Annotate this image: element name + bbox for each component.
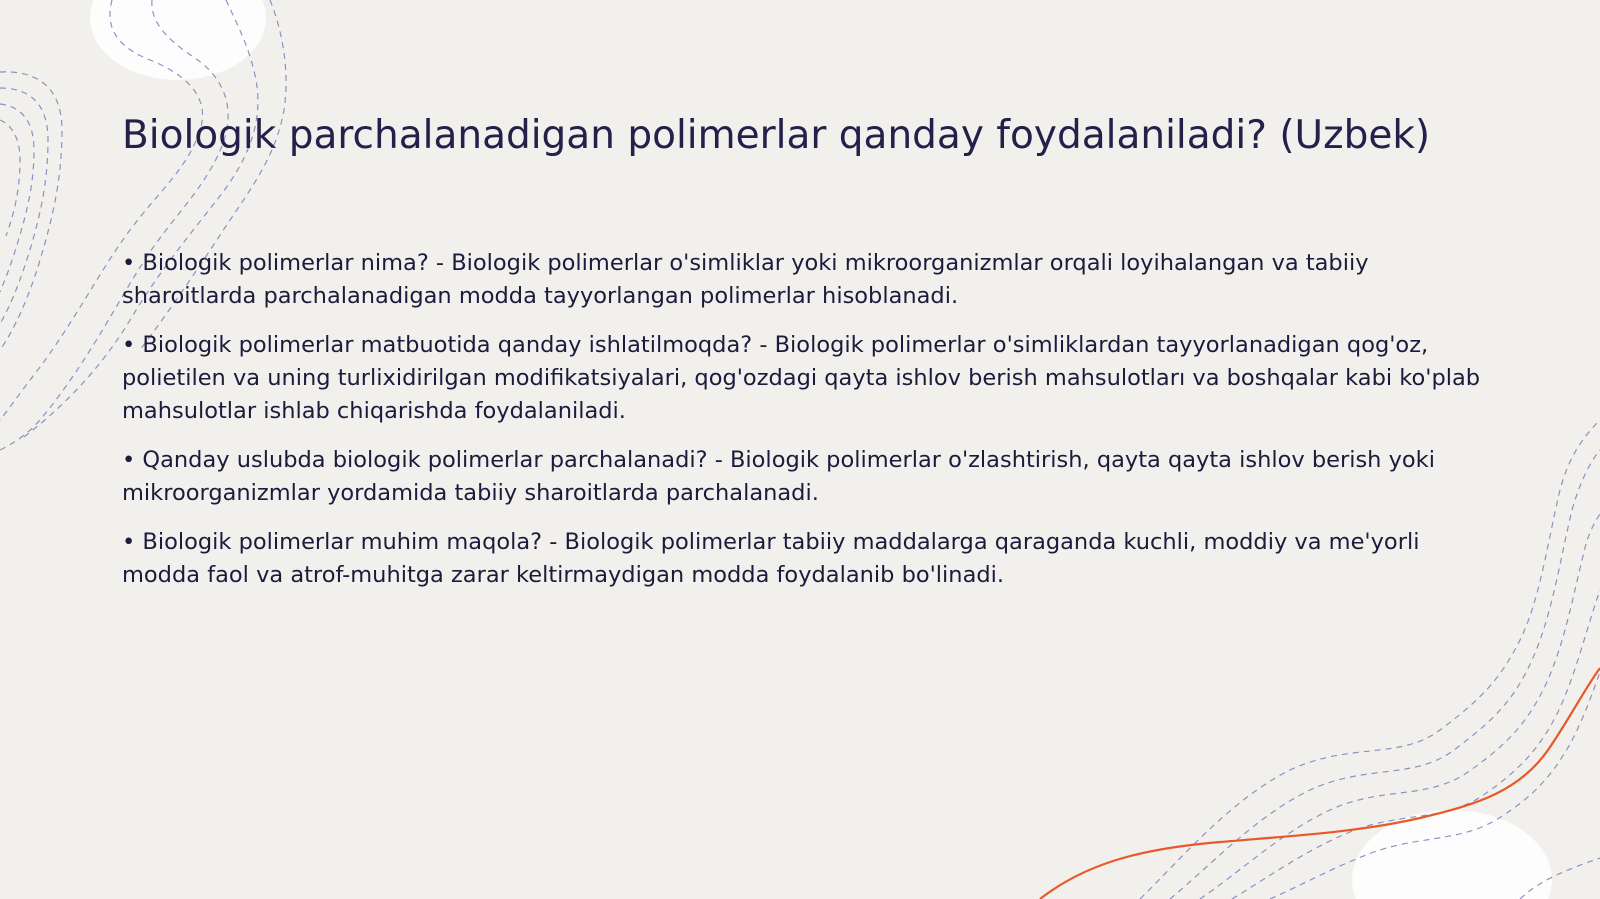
bullet-item: • Qanday uslubda biologik polimerlar parchalanadi? - Biologik polimerlar o'zlashtirish, qayta qayta ishlov berish yoki mikroorganizmlar yordamida tabiiy sharoitlarda parchalanadi. [122, 447, 1435, 506]
bullet-item: • Biologik polimerlar muhim maqola? - Biologik polimerlar tabiiy maddalarga qaraganda kuchli, moddiy va me'yorli modda faol va atrof-muhitga zarar keltirmaydigan modda foydalanib bo'linadi. [122, 529, 1420, 588]
bullet-list [122, 247, 1502, 608]
bullet-item: • Biologik polimerlar matbuotida qanday ishlatilmoqda? - Biologik polimerlar o'simliklardan tayyorlanadigan qog'oz, polietilen va uning turlixidirilgan modifikatsiyalari, qog'ozdagi qayta ishlov berish mahsulotları va boshqalar kabi ko'plab mahsulotlar ishlab chiqarishda foydalaniladi. [122, 332, 1481, 424]
decorative-blob-bottom-right [1352, 810, 1552, 899]
bullet-item: • Biologik polimerlar nima? - Biologik polimerlar o'simliklar yoki mikroorganizmlar orqali loyihalangan va tabiiy sharoitlarda parchalanadigan modda tayyorlangan polimerlar hisoblanadi. [122, 250, 1369, 309]
decorative-blob-top-left [90, 0, 266, 80]
slide-title: Biologik parchalanadigan polimerlar qanday foydalaniladi? (Uzbek) [122, 113, 1431, 158]
